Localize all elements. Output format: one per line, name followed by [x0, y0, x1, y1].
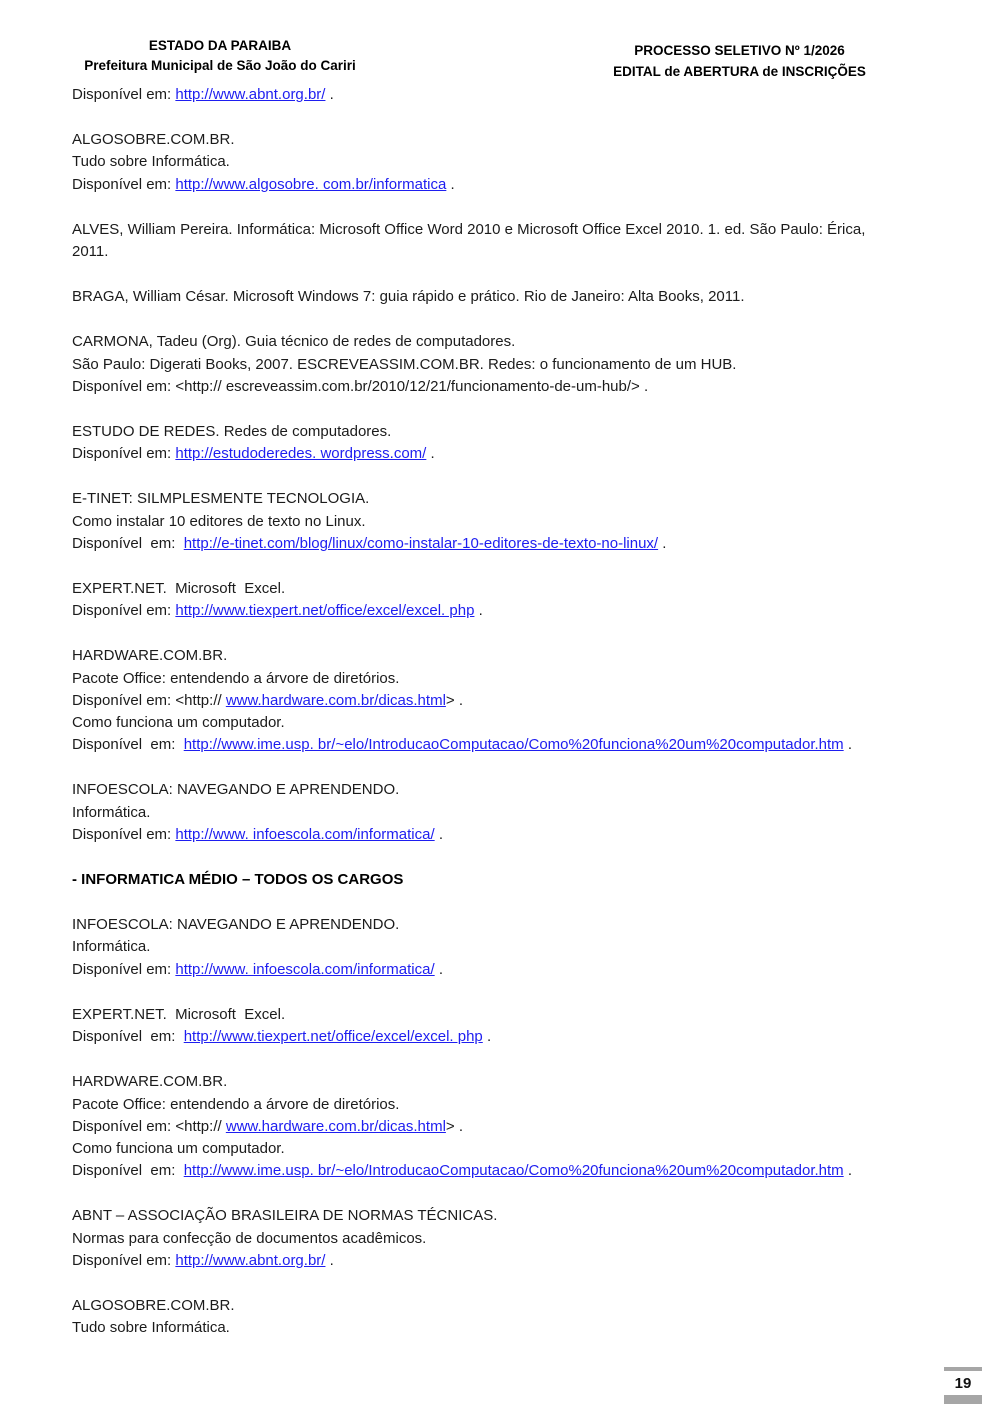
hyperlink[interactable]: www.hardware.com.br/dicas.html [225, 1117, 446, 1135]
bibliography-entry [72, 914, 977, 981]
text-segment: . [474, 602, 483, 620]
text-segment: ALGOSOBRE.COM.BR. [72, 1296, 235, 1314]
bibliography-entry [72, 84, 977, 106]
text-segment: . [434, 960, 443, 978]
text-line [72, 1317, 977, 1339]
text-line [72, 712, 977, 734]
text-segment: Disponível em: [72, 602, 176, 620]
text-segment: INFOESCOLA: NAVEGANDO E APRENDENDO. [72, 916, 400, 934]
text-segment: Pacote Office: entendendo a árvore de diretórios. [72, 669, 400, 687]
text-segment: - INFORMATICA MÉDIO – TODOS OS CARGOS [72, 871, 404, 889]
text-line [72, 1026, 977, 1048]
text-line [72, 84, 977, 106]
text-segment: . [658, 534, 667, 552]
text-line [72, 1228, 977, 1250]
text-segment: Tudo sobre Informática. [72, 1319, 230, 1337]
text-line [72, 1295, 977, 1317]
hyperlink[interactable]: http://estudoderedes. wordpress.com/ [175, 445, 427, 463]
text-segment: CARMONA, Tadeu (Org). Guia técnico de redes de computadores. [72, 333, 516, 351]
text-line [72, 533, 977, 555]
text-segment: . [325, 86, 334, 103]
page-number-footer [944, 1367, 982, 1404]
hyperlink[interactable]: http://www.tiexpert.net/office/excel/excel. php [175, 602, 475, 620]
header-edital-title: EDITAL de ABERTURA de INSCRIÇÕES [613, 64, 866, 79]
text-segment: Disponível em: [72, 1162, 184, 1180]
text-segment: Informática. [72, 803, 151, 821]
text-segment: Disponível em: [72, 175, 176, 193]
text-segment: ESTUDO DE REDES. Redes de computadores. [72, 423, 392, 441]
hyperlink[interactable]: http://www.ime.usp. br/~elo/IntroducaoComputacao/Como%20funciona%20um%20computador.htm [183, 736, 844, 754]
text-line [72, 443, 977, 465]
text-line [72, 1160, 977, 1182]
text-line [72, 354, 977, 376]
header-left-block [40, 36, 400, 76]
text-segment: ABNT – ASSOCIAÇÃO BRASILEIRA DE NORMAS TÉCNICAS. [72, 1207, 498, 1225]
text-line [72, 959, 977, 981]
text-segment: BRAGA, William César. Microsoft Windows 7: guia rápido e prático. Rio de Janeiro: Alta Books, 2011. [72, 288, 745, 306]
text-line [72, 1205, 977, 1227]
header-right-block [552, 40, 927, 82]
bibliography-entry [72, 286, 977, 308]
text-segment: . [446, 175, 455, 193]
text-line [72, 600, 977, 622]
text-line [72, 1116, 977, 1138]
text-line [72, 779, 977, 801]
hyperlink[interactable]: http://www. infoescola.com/informatica/ [175, 960, 435, 978]
hyperlink[interactable]: http://www.ime.usp. br/~elo/IntroducaoComputacao/Como%20funciona%20um%20computador.htm [183, 1162, 844, 1180]
text-segment: Disponível em: <http:// escreveassim.com.br/2010/12/21/funcionamento-de-um-hub/> . [72, 377, 649, 395]
text-line [72, 690, 977, 712]
bibliography-entry [72, 1295, 977, 1339]
hyperlink[interactable]: http://www.abnt.org.br/ [175, 86, 326, 103]
text-line [72, 1094, 977, 1116]
text-line [72, 802, 977, 824]
text-segment: . [843, 736, 853, 754]
bibliography-entry [72, 488, 977, 555]
text-line [72, 1138, 977, 1160]
bibliography-entry [72, 578, 977, 622]
text-line [72, 151, 977, 173]
hyperlink[interactable]: http://www.abnt.org.br/ [175, 1251, 326, 1269]
hyperlink[interactable]: www.hardware.com.br/dicas.html [225, 691, 446, 709]
text-line [72, 488, 977, 510]
text-segment: Pacote Office: entendendo a árvore de diretórios. [72, 1095, 400, 1113]
text-line [72, 734, 977, 756]
text-segment: Disponível em: [72, 825, 176, 843]
hyperlink[interactable]: http://www.tiexpert.net/office/excel/excel. php [183, 1028, 483, 1046]
text-segment: Disponível em: <http:// [72, 691, 226, 709]
text-line [72, 1004, 977, 1026]
text-segment: Como funciona um computador. [72, 714, 285, 732]
text-segment: HARDWARE.COM.BR. [72, 1073, 228, 1091]
bibliography-entry [72, 421, 977, 465]
text-segment: . [482, 1028, 492, 1046]
bibliography-entry [72, 1004, 977, 1048]
text-segment: ALGOSOBRE.COM.BR. [72, 131, 235, 149]
text-segment: Disponível em: <http:// [72, 1117, 226, 1135]
text-segment: São Paulo: Digerati Books, 2007. ESCREVEASSIM.COM.BR. Redes: o funcionamento de um HUB. [72, 355, 737, 373]
header-process-title: PROCESSO SELETIVO Nº 1/2026 [634, 43, 845, 58]
bibliography-entry [72, 1205, 977, 1272]
text-segment: INFOESCOLA: NAVEGANDO E APRENDENDO. [72, 781, 400, 799]
text-line [72, 331, 977, 353]
text-segment: Disponível em: [72, 736, 184, 754]
text-segment: Disponível em: [72, 1028, 184, 1046]
text-segment: . [426, 445, 435, 463]
text-segment: . [325, 1251, 334, 1269]
hyperlink[interactable]: http://www. infoescola.com/informatica/ [175, 825, 435, 843]
text-segment: Disponível em: [72, 960, 176, 978]
footer-accent-bar-bottom [944, 1395, 982, 1404]
text-line [72, 241, 977, 263]
text-segment: . [434, 825, 443, 843]
text-line [72, 286, 977, 308]
text-segment: > . [445, 691, 464, 709]
text-segment: Normas para confecção de documentos acadêmicos. [72, 1229, 427, 1247]
text-line [72, 578, 977, 600]
text-line [72, 1250, 977, 1272]
text-line [72, 511, 977, 533]
bibliography-entry [72, 779, 977, 846]
text-line [72, 1071, 977, 1093]
text-line [72, 376, 977, 398]
text-segment: E-TINET: SILMPLESMENTE TECNOLOGIA. [72, 490, 370, 508]
bibliography-entry [72, 1071, 977, 1182]
text-segment: Disponível em: [72, 534, 184, 552]
hyperlink[interactable]: http://www.algosobre. com.br/informatica [175, 175, 447, 193]
text-line [72, 869, 977, 891]
footer-accent-bar-top [944, 1367, 982, 1371]
text-line [72, 824, 977, 846]
text-segment: HARDWARE.COM.BR. [72, 647, 228, 665]
text-segment: Disponível em: [72, 445, 176, 463]
text-line [72, 174, 977, 196]
text-segment: ALVES, William Pereira. Informática: Microsoft Office Word 2010 e Microsoft Office Excel 2010. 1. ed. São Paulo: Érica, [72, 220, 866, 238]
text-segment: Tudo sobre Informática. [72, 153, 230, 171]
bibliography-entry [72, 219, 977, 263]
text-segment: EXPERT.NET. Microsoft Excel. [72, 580, 286, 598]
text-line [72, 219, 977, 241]
header-municipality: Prefeitura Municipal de São João do Cariri [84, 58, 356, 73]
hyperlink[interactable]: http://e-tinet.com/blog/linux/como-instalar-10-editores-de-texto-no-linux/ [183, 534, 659, 552]
bibliography-entry [72, 331, 977, 398]
text-line [72, 421, 977, 443]
text-segment: EXPERT.NET. Microsoft Excel. [72, 1005, 286, 1023]
text-segment: Disponível em: [72, 1251, 176, 1269]
bibliography-entry [72, 129, 977, 196]
text-segment: . [843, 1162, 853, 1180]
text-line [72, 645, 977, 667]
text-line [72, 668, 977, 690]
document-body [72, 84, 977, 1362]
section-heading [72, 869, 977, 891]
text-segment: 2011. [72, 243, 109, 261]
text-segment: Disponível em: [72, 86, 176, 103]
bibliography-entry [72, 645, 977, 756]
text-segment: > . [445, 1117, 464, 1135]
text-segment: Como funciona um computador. [72, 1139, 285, 1157]
text-segment: Como instalar 10 editores de texto no Linux. [72, 512, 366, 530]
text-segment: Informática. [72, 938, 151, 956]
header-state-title: ESTADO DA PARAIBA [148, 38, 292, 53]
text-line [72, 936, 977, 958]
text-line [72, 914, 977, 936]
text-line [72, 129, 977, 151]
page-number: 19 [954, 1375, 972, 1392]
